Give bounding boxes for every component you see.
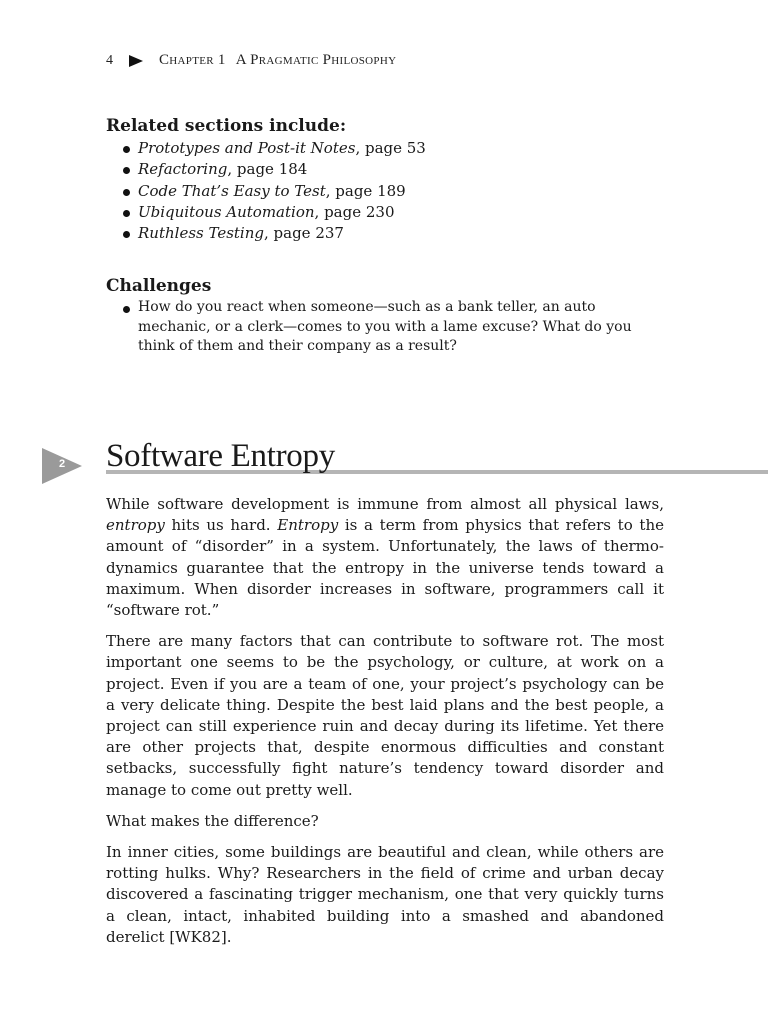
section-number-badge	[42, 448, 82, 484]
related-page: , page 189	[325, 181, 406, 200]
emphasis: Entropy	[277, 516, 339, 535]
related-page: , page 237	[263, 224, 344, 243]
body-text	[106, 494, 664, 958]
related-title[interactable]: Code That’s Easy to Test	[138, 181, 326, 200]
chapter-title: A Pragmatic Philosophy	[235, 52, 397, 68]
challenges-heading: Challenges	[106, 276, 212, 296]
related-page: , page 230	[314, 202, 395, 221]
section-number: 2	[58, 458, 66, 470]
section-title: Software Entropy	[106, 438, 335, 474]
list-item	[106, 138, 666, 159]
text-run: hits us hard.	[164, 516, 278, 535]
paragraph: What makes the difference?	[106, 811, 319, 830]
paragraph: In inner cities, some buildings are beautiful and clean, while others are rotting hulks. Why? Researchers in the field of crime and urban decay discovered a fascinating trigger mechanism, one that very quickly turns a clean, intact, inhabited building into a smashed and abandoned derelict [WK82].	[106, 843, 664, 946]
list-item	[106, 159, 666, 180]
chapter-label: Chapter 1	[159, 52, 226, 68]
list-item	[106, 223, 666, 244]
related-title[interactable]: Ruthless Testing	[138, 224, 264, 243]
triangle-arrow-icon	[129, 55, 143, 67]
list-item	[106, 202, 666, 223]
list-item: How do you react when someone—such as a bank teller, an auto mechanic, or a clerk—comes to you with a lame excuse? What do you think of them and their company as a result?	[106, 298, 666, 357]
related-page: , page 184	[227, 160, 308, 179]
paragraph	[106, 494, 664, 621]
running-head	[106, 52, 396, 69]
related-title[interactable]: Prototypes and Post-it Notes	[138, 139, 356, 157]
challenges	[106, 276, 666, 357]
challenges-list	[106, 298, 666, 357]
page-number: 4	[106, 52, 113, 68]
text-run: is a term from physics that refers to the amount of “disorder” in a system. Unfortunately, the laws of thermodynamics guarantee that the entropy in the universe tends toward a maximum. When disorder increases in software, programmers call it “software rot.”	[106, 516, 664, 620]
section-header	[0, 436, 768, 488]
list-item	[106, 181, 666, 202]
related-list	[106, 138, 666, 244]
related-heading: Related sections include:	[106, 116, 347, 136]
related-sections	[106, 116, 666, 244]
related-title[interactable]: Refactoring	[138, 160, 228, 179]
paragraph: There are many factors that can contribute to software rot. The most important one seems to be the psychology, or culture, at work on a project. Even if you are a team of one, your project’s psychology can be a very delicate thing. Despite the best laid plans and the best people, a project can still experience ruin and decay during its lifetime. Yet there are other projects that, despite enormous difficulties and constant setbacks, successfully fight nature’s tendency toward disorder and manage to come out pretty well.	[106, 632, 664, 799]
related-page: , page 53	[355, 139, 426, 157]
related-title[interactable]: Ubiquitous Automation	[138, 202, 315, 221]
text-run: While software development is immune from almost all physical laws,	[106, 495, 664, 513]
emphasis: entropy	[106, 516, 165, 535]
